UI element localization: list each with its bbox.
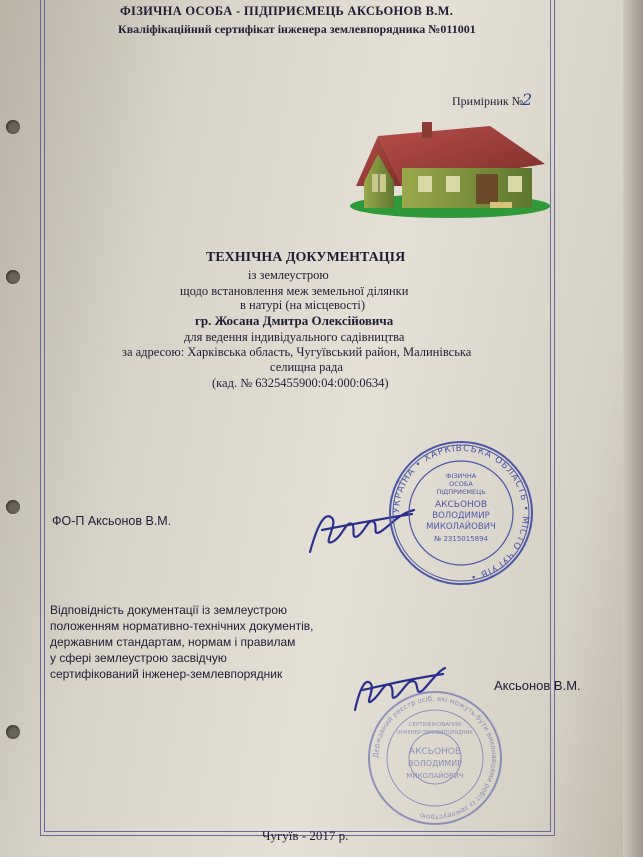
house-logo (350, 118, 555, 218)
stamp-inner-text: № 2315015894 (433, 535, 489, 543)
address-line: селищна рада (270, 360, 343, 374)
title-line: для ведення індивідуального садівництва (184, 330, 405, 344)
binding-hole (6, 120, 20, 134)
footer-place-year: Чугуїв - 2017 р. (262, 828, 349, 843)
document-title: ТЕХНІЧНА ДОКУМЕНТАЦІЯ (206, 250, 406, 265)
entrepreneur-stamp (386, 438, 536, 588)
stamp-inner-text: МИКОЛАЙОВИЧ (426, 522, 496, 532)
responsibility-line: Відповідність документації із землеустрою (50, 603, 288, 617)
title-line: в натурі (на місцевості) (240, 298, 366, 312)
responsibility-line: державним стандартам, нормам і правилам (50, 635, 296, 649)
copy-label: Примірник № (452, 94, 524, 108)
responsibility-line: сертифікований інженер-землевпорядник (50, 667, 283, 681)
binding-hole (6, 270, 20, 284)
stamp-inner-text: ФІЗИЧНА (445, 472, 477, 480)
page-edge (623, 0, 643, 857)
binding-hole (6, 500, 20, 514)
title-line: із землеустрою (248, 268, 329, 282)
stamp-inner-text: АКСЬОНОВ (434, 500, 488, 510)
stamp-outer-text: УКРАЇНА • ХАРКІВСЬКА ОБЛАСТЬ • МІСТО ЧУГУЇВ • (391, 443, 531, 582)
stamp-inner-text: ВОЛОДИМИР (432, 511, 490, 521)
responsibility-line: у сфері землеустрою засвідчую (50, 651, 227, 665)
address-line: за адресою: Харківська область, Чугуївський район, Малинівська (122, 345, 472, 359)
stamp-inner-text: ВОЛОДИМИР (407, 759, 463, 768)
stamp-inner-text: ПІДПРИЄМЕЦЬ (436, 488, 486, 496)
cadastral-number: (кад. № 6325455900:04:000:0634) (212, 376, 389, 390)
header-certificate: Кваліфікаційний сертифікат інженера землевпорядника №011001 (118, 22, 476, 36)
stamp-inner-text: ОСОБА (449, 480, 473, 488)
signature-2 (345, 650, 450, 720)
copy-number: 2 (522, 90, 533, 109)
stamp-inner-text: СЕРТИФІКОВАНИЙ (408, 722, 462, 728)
stamp-inner-text: АКСЬОНОВ (408, 747, 462, 757)
owner-name: гр. Жосана Дмитра Олексійовича (195, 313, 394, 328)
stamp-inner-text: МИКОЛАЙОВИЧ (406, 772, 464, 780)
title-line: щодо встановлення меж земельної ділянки (180, 284, 409, 298)
stamp-inner-text: ІНЖЕНЕР-ЗЕМЛЕВПОРЯДНИК (397, 730, 473, 736)
responsibility-line: положенням нормативно-технічних документів, (50, 619, 314, 633)
signer-name: Аксьонов В.М. (494, 678, 581, 693)
stamp-outer-text: Державний реєстр осіб, які можуть бути виконавцями робіт із землеустрою (371, 694, 499, 822)
entrepreneur-label: ФО-П Аксьонов В.М. (52, 514, 172, 528)
binding-hole (6, 725, 20, 739)
header-company: ФІЗИЧНА ОСОБА - ПІДПРИЄМЕЦЬ АКСЬОНОВ В.М. (120, 4, 454, 18)
